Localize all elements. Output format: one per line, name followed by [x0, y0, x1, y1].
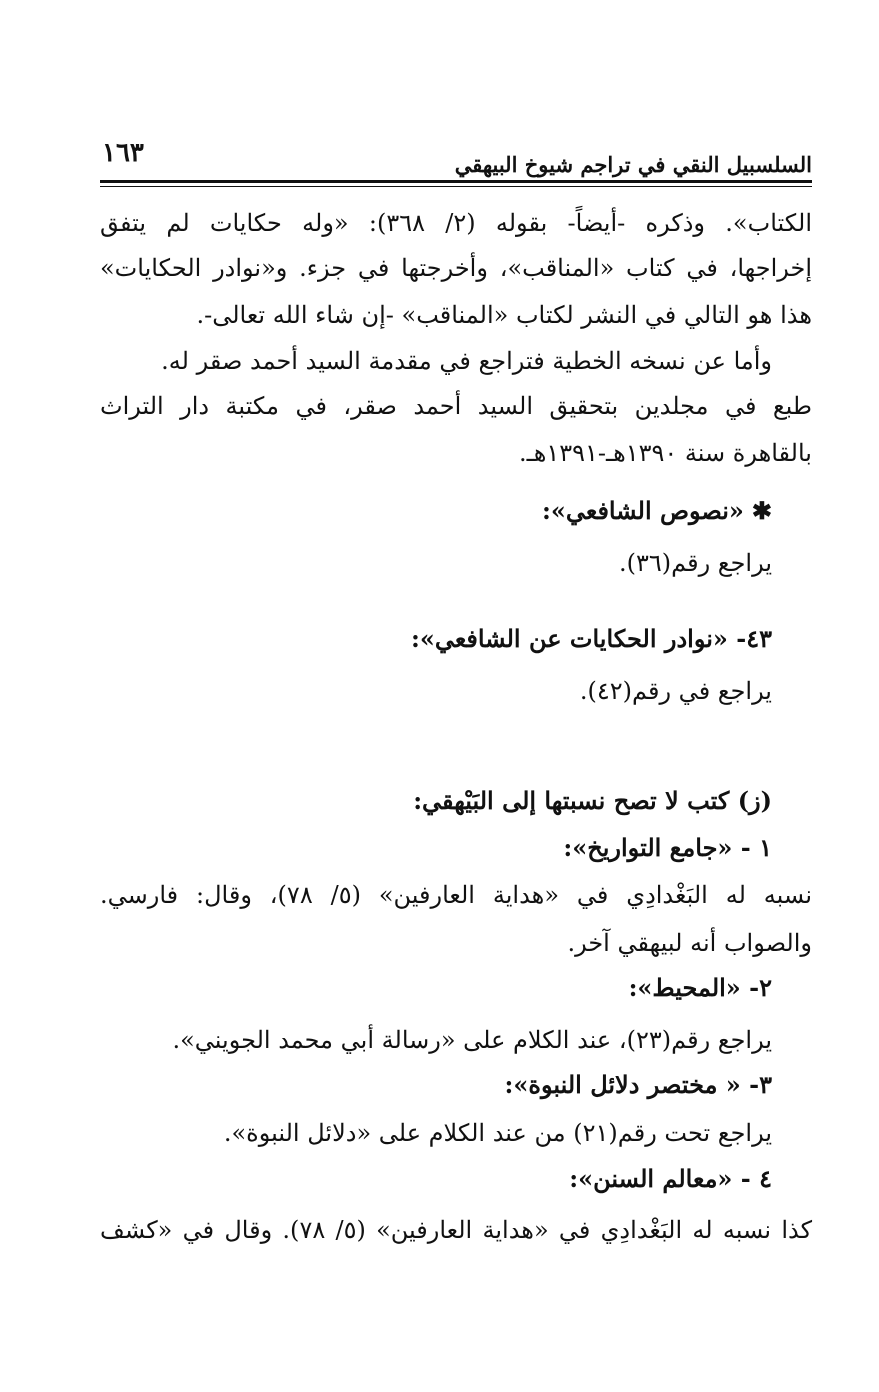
- entry-heading-nusus: [542, 491, 772, 531]
- text-line-16: يراجع رقم(٢٣)، عند الكلام على «رسالة أبي محمد الجويني».: [172, 1026, 772, 1054]
- page-header: [100, 138, 812, 186]
- text-line-13: نسبه له البَغْدادِي في «هداية العارفين» (٥/ ٧٨)، وقال: فارسي.: [100, 881, 812, 909]
- text-line-18: يراجع تحت رقم(٢١) من عند الكلام على «دلائل النبوة».: [223, 1119, 772, 1147]
- header-rule-thin: [100, 186, 812, 187]
- text-line-1: الكتاب». وذكره -أيضاً- بقوله (٢/ ٣٦٨): «وله حكايات لم يتفق: [100, 209, 812, 237]
- text-line-5: طبع في مجلدين بتحقيق السيد أحمد صقر، في مكتبة دار التراث: [100, 392, 812, 420]
- page-number: ١٦٣: [102, 138, 144, 168]
- star-icon: ✱: [751, 496, 772, 525]
- section-heading-z: (ز) كتب لا تصح نسبتها إلى البَيْهقي:: [413, 786, 772, 815]
- running-title: السلسبيل النقي في تراجم شيوخ البيهقي: [454, 152, 812, 177]
- entry-heading-3: ٣- « مختصر دلائل النبوة»:: [504, 1070, 772, 1099]
- entry-heading-1: ١ - «جامع التواريخ»:: [563, 833, 772, 862]
- entry-heading-43: ٤٣- «نوادر الحكايات عن الشافعي»:: [410, 624, 772, 653]
- text-line-4: وأما عن نسخه الخطية فتراجع في مقدمة السيد أحمد صقر له.: [161, 347, 772, 375]
- text-line-3: هذا هو التالي في النشر لكتاب «المناقب» -إن شاء الله تعالى-.: [196, 301, 812, 329]
- text-line-6: بالقاهرة سنة ١٣٩٠هـ-١٣٩١هـ.: [519, 439, 812, 467]
- text-line-14: والصواب أنه لبيهقي آخر.: [567, 929, 812, 957]
- entry-heading-4: ٤ - «معالم السنن»:: [569, 1164, 772, 1193]
- entry-heading-2: ٢- «المحيط»:: [628, 973, 772, 1002]
- text-line-8: يراجع رقم(٣٦).: [618, 549, 772, 577]
- text-line-10: يراجع في رقم(٤٢).: [579, 677, 772, 705]
- text-line-2: إخراجها، في كتاب «المناقب»، وأخرجتها في جزء. و«نوادر الحكايات»: [100, 254, 812, 282]
- header-rule-thick: [100, 180, 812, 183]
- text-line-20: كذا نسبه له البَغْدادِي في «هداية العارفين» (٥/ ٧٨). وقال في «كشف: [100, 1216, 813, 1244]
- entry-heading-nusus-title: «نصوص الشافعي»:: [542, 496, 744, 525]
